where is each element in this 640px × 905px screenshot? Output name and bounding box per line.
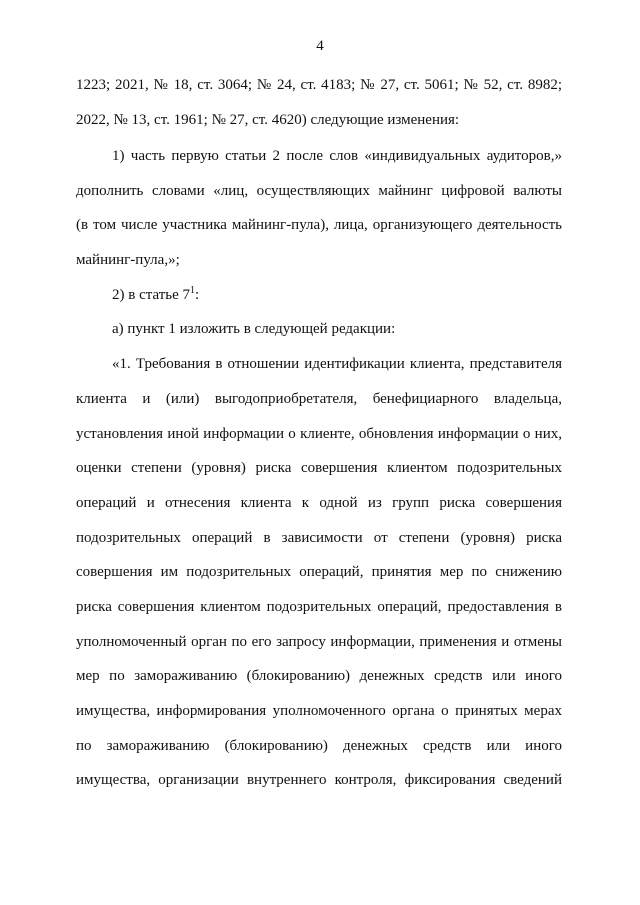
text-line: 1) часть первую статьи 2 после слов «индивидуальных аудиторов,» <box>112 148 562 164</box>
text-line: майнинг-пула,»; <box>76 252 180 268</box>
text-line: 1223; 2021, № 18, ст. 3064; № 24, ст. 4183; № 27, ст. 5061; № 52, ст. 8982; <box>76 77 562 93</box>
text-line: имущества, организации внутреннего контроля, фиксирования сведений <box>76 772 562 788</box>
page-number: 4 <box>316 38 324 54</box>
text-line: дополнить словами «лиц, осуществляющих майнинг цифровой валюты <box>76 183 562 199</box>
text-line: (в том числе участника майнинг-пула), лица, организующего деятельность <box>76 217 562 233</box>
text-line: подозрительных операций в зависимости от степени (уровня) риска <box>76 530 562 546</box>
text-line: 2022, № 13, ст. 1961; № 27, ст. 4620) следующие изменения: <box>76 112 460 128</box>
superscript: 1 <box>190 285 196 296</box>
text-line: по замораживанию (блокированию) денежных средств или иного <box>76 738 562 754</box>
text-span: : <box>195 287 200 303</box>
text-line: уполномоченный орган по его запросу информации, применения и отмены <box>76 634 562 650</box>
text-span: 2) в статье 7 <box>112 287 191 303</box>
text-line: «1. Требования в отношении идентификации клиента, представителя <box>112 356 562 372</box>
text-line: установления иной информации о клиенте, обновления информации о них, <box>76 426 562 442</box>
text-line: клиента и (или) выгодоприобретателя, бенефициарного владельца, <box>76 391 562 407</box>
text-line: риска совершения клиентом подозрительных операций, предоставления в <box>76 599 562 615</box>
text-line: оценки степени (уровня) риска совершения клиентом подозрительных <box>76 460 562 476</box>
text-line: совершения им подозрительных операций, принятия мер по снижению <box>76 564 562 580</box>
text-line: имущества, информирования уполномоченного органа о принятых мерах <box>76 703 562 719</box>
text-line: мер по замораживанию (блокированию) денежных средств или иного <box>76 668 562 684</box>
text-line: а) пункт 1 изложить в следующей редакции: <box>112 321 396 337</box>
text-line <box>112 286 199 304</box>
text-line: операций и отнесения клиента к одной из групп риска совершения <box>76 495 562 511</box>
